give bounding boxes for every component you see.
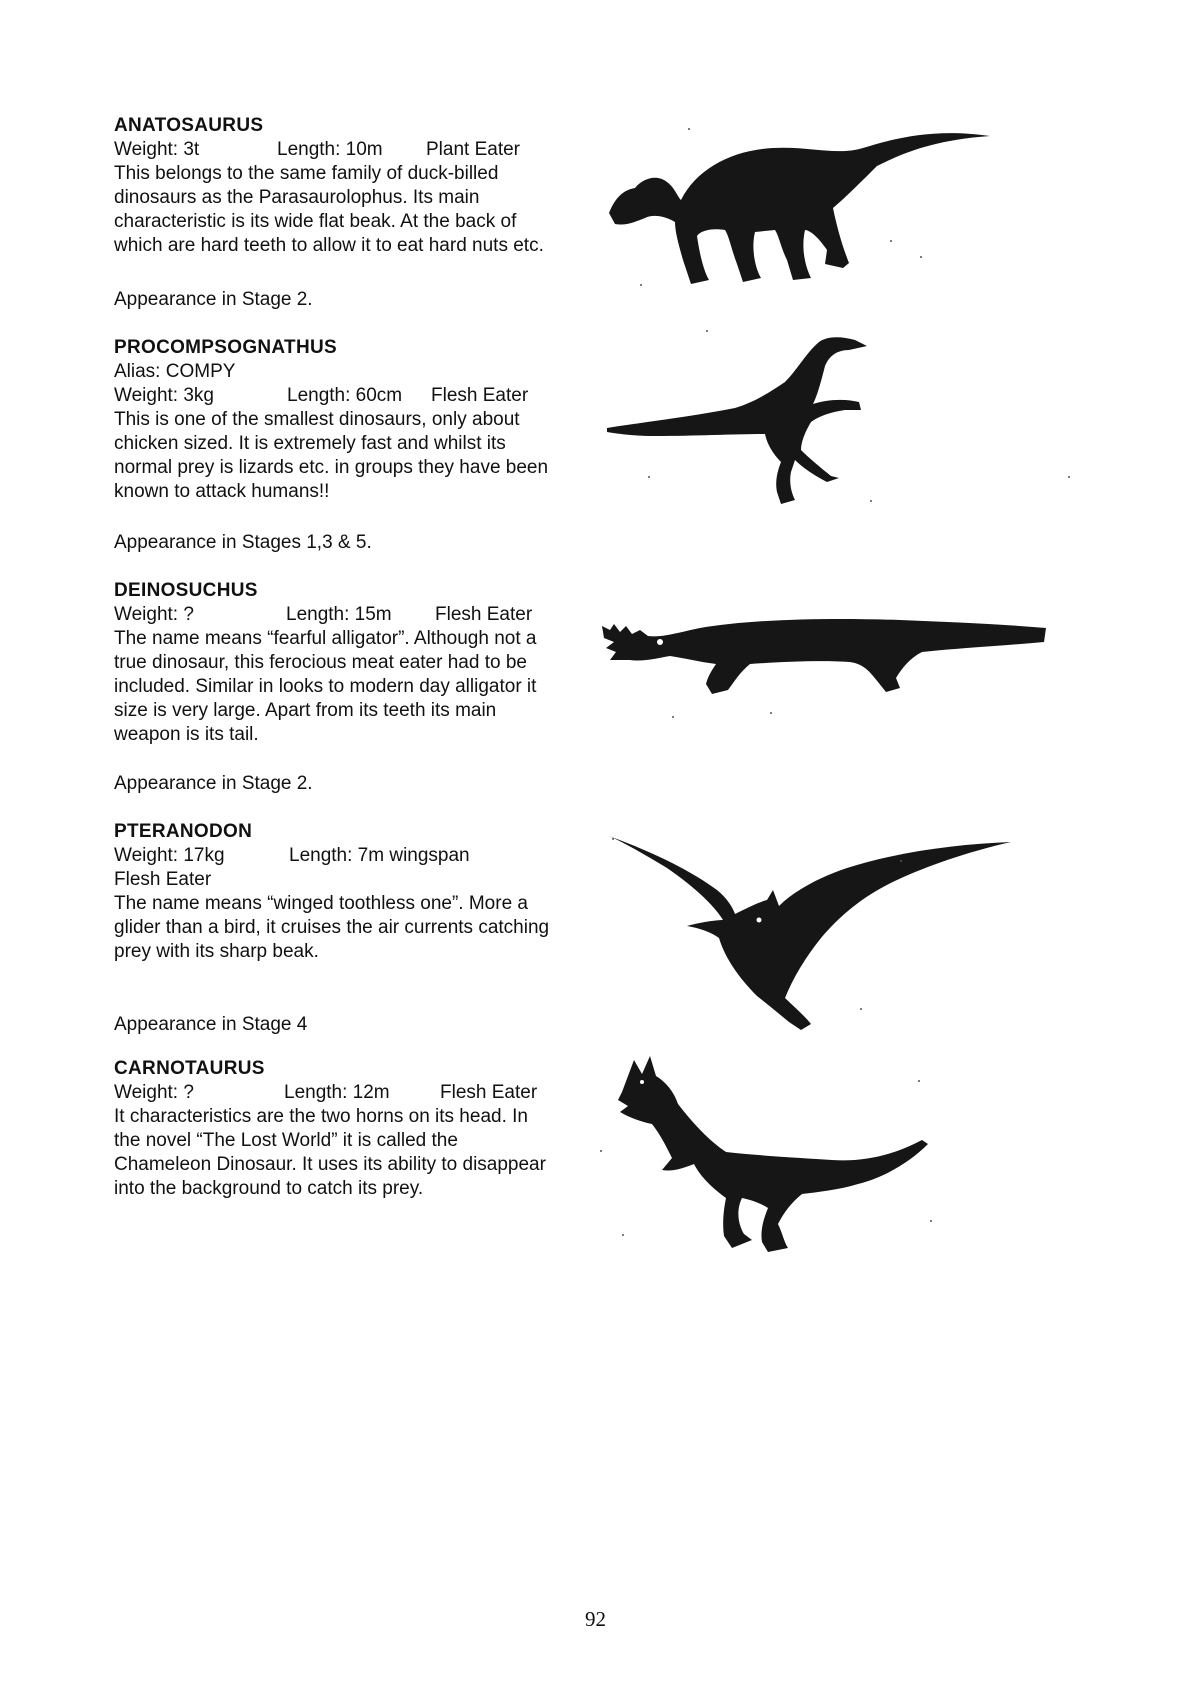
carnotaurus-silhouette-icon bbox=[612, 1052, 952, 1267]
entry-title: ANATOSAURUS bbox=[114, 115, 264, 136]
entry-description bbox=[114, 627, 594, 747]
appearance-text: Appearance in Stage 4 bbox=[114, 1014, 308, 1035]
length-value: Length: 10m bbox=[277, 139, 383, 160]
description-line: glider than a bird, it cruises the air currents catching bbox=[114, 917, 550, 938]
scan-speck bbox=[648, 476, 650, 478]
diet-value: Plant Eater bbox=[426, 139, 520, 160]
description-line: chicken sized. It is extremely fast and whilst its bbox=[114, 433, 506, 454]
description-line: into the background to catch its prey. bbox=[114, 1178, 424, 1199]
pteranodon-silhouette-icon bbox=[607, 828, 1017, 1038]
description-line: included. Similar in looks to modern day alligator it bbox=[114, 676, 537, 697]
appearance-text: Appearance in Stages 1,3 & 5. bbox=[114, 532, 372, 553]
entry-anatosaurus bbox=[114, 114, 594, 258]
scan-speck bbox=[890, 240, 892, 242]
entry-deinosuchus bbox=[114, 579, 594, 747]
entry-procompsognathus bbox=[114, 336, 594, 504]
scan-speck bbox=[706, 330, 708, 332]
diet-value: Flesh Eater bbox=[431, 385, 529, 406]
scan-speck bbox=[930, 1220, 932, 1222]
entry-title: PTERANODON bbox=[114, 821, 253, 842]
scan-speck bbox=[920, 256, 922, 258]
weight-value: Weight: ? bbox=[114, 1082, 194, 1103]
description-line: known to attack humans!! bbox=[114, 481, 330, 502]
entry-description bbox=[114, 1105, 594, 1201]
scan-speck bbox=[600, 1150, 602, 1152]
description-line: weapon is its tail. bbox=[114, 724, 259, 745]
entry-title: CARNOTAURUS bbox=[114, 1058, 265, 1079]
description-line: The name means “winged toothless one”. More a bbox=[114, 893, 528, 914]
entry-stats bbox=[114, 603, 594, 627]
description-line: characteristic is its wide flat beak. At the back of bbox=[114, 211, 517, 232]
diet-value: Flesh Eater bbox=[435, 604, 533, 625]
alligator-silhouette-icon bbox=[600, 612, 1050, 702]
scan-speck bbox=[640, 284, 642, 286]
entry-title: DEINOSUCHUS bbox=[114, 580, 258, 601]
entry-stats bbox=[114, 844, 594, 868]
weight-value: Weight: 3kg bbox=[114, 385, 214, 406]
scan-speck bbox=[860, 1008, 862, 1010]
alias-value: Alias: COMPY bbox=[114, 361, 236, 382]
entry-pteranodon bbox=[114, 820, 594, 964]
scan-speck bbox=[672, 716, 674, 718]
description-line: the novel “The Lost World” it is called the bbox=[114, 1130, 458, 1151]
description-line: The name means “fearful alligator”. Although not a bbox=[114, 628, 537, 649]
description-line: dinosaurs as the Parasaurolophus. Its main bbox=[114, 187, 480, 208]
entry-title: PROCOMPSOGNATHUS bbox=[114, 337, 337, 358]
compy-silhouette-icon bbox=[605, 332, 935, 512]
entry-carnotaurus bbox=[114, 1057, 594, 1201]
scan-speck bbox=[612, 838, 614, 840]
entry-stats bbox=[114, 138, 594, 162]
description-line: which are hard teeth to allow it to eat hard nuts etc. bbox=[114, 235, 544, 256]
description-line: It characteristics are the two horns on its head. In bbox=[114, 1106, 528, 1127]
diet-value: Flesh Eater bbox=[114, 869, 212, 890]
appearance-text: Appearance in Stage 2. bbox=[114, 289, 313, 310]
description-line: This is one of the smallest dinosaurs, only about bbox=[114, 409, 520, 430]
entry-description bbox=[114, 162, 594, 258]
weight-value: Weight: ? bbox=[114, 604, 194, 625]
scan-speck bbox=[688, 128, 690, 130]
description-line: true dinosaur, this ferocious meat eater had to be bbox=[114, 652, 527, 673]
scan-speck bbox=[870, 500, 872, 502]
anatosaurus-silhouette-icon bbox=[605, 118, 995, 293]
scan-speck bbox=[900, 860, 902, 862]
description-line: This belongs to the same family of duck-billed bbox=[114, 163, 499, 184]
entry-description bbox=[114, 892, 594, 964]
description-line: normal prey is lizards etc. in groups they have been bbox=[114, 457, 549, 478]
weight-value: Weight: 3t bbox=[114, 139, 200, 160]
weight-value: Weight: 17kg bbox=[114, 845, 225, 866]
appearance-text: Appearance in Stage 2. bbox=[114, 773, 313, 794]
description-line: prey with its sharp beak. bbox=[114, 941, 319, 962]
length-value: Length: 12m bbox=[284, 1082, 390, 1103]
diet-value: Flesh Eater bbox=[440, 1082, 538, 1103]
scan-speck bbox=[1068, 476, 1070, 478]
length-value: Length: 7m wingspan bbox=[289, 845, 470, 866]
description-line: Chameleon Dinosaur. It uses its ability to disappear bbox=[114, 1154, 546, 1175]
description-line: size is very large. Apart from its teeth its main bbox=[114, 700, 497, 721]
scan-speck bbox=[622, 1234, 624, 1236]
entry-description bbox=[114, 408, 594, 504]
page-number: 92 bbox=[585, 1607, 606, 1631]
length-value: Length: 15m bbox=[286, 604, 392, 625]
length-value: Length: 60cm bbox=[287, 385, 403, 406]
entry-stats bbox=[114, 1081, 594, 1105]
scan-speck bbox=[918, 1080, 920, 1082]
scan-speck bbox=[770, 712, 772, 714]
entry-stats bbox=[114, 384, 594, 408]
